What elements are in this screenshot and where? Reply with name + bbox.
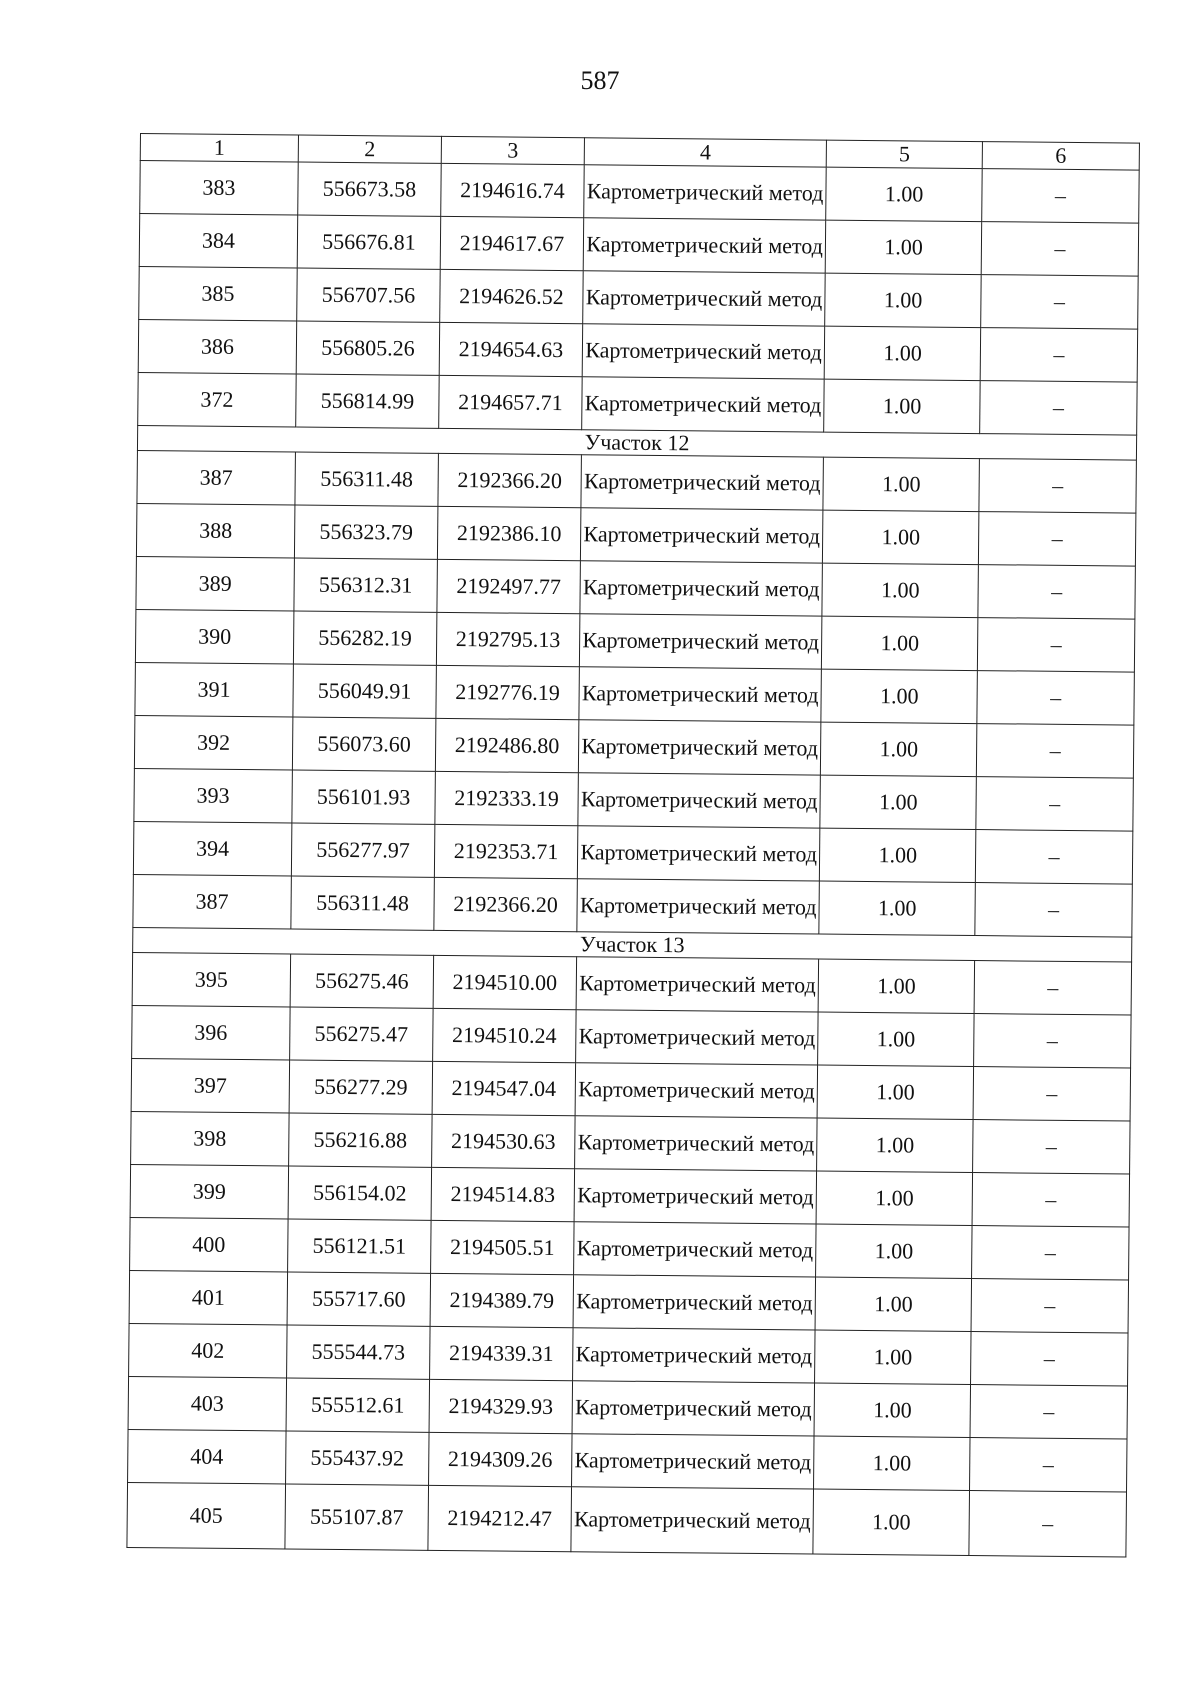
x-coordinate-cell: 556275.46 <box>290 954 434 1008</box>
table-row <box>139 266 1138 329</box>
y-coordinate-cell: 2194657.71 <box>439 375 583 429</box>
table-row <box>136 556 1135 619</box>
method-cell: Картометрический метод <box>571 1487 814 1554</box>
y-coordinate-cell: 2192386.10 <box>437 506 581 560</box>
accuracy-cell: 1.00 <box>824 326 980 380</box>
accuracy-cell: 1.00 <box>825 220 981 274</box>
point-number-cell: 384 <box>139 214 297 269</box>
note-cell: – <box>973 1067 1130 1122</box>
accuracy-cell: 1.00 <box>819 881 975 935</box>
y-coordinate-cell: 2194510.24 <box>433 1008 577 1062</box>
accuracy-cell: 1.00 <box>823 457 979 511</box>
table-row <box>139 214 1138 277</box>
point-number-cell: 398 <box>131 1111 289 1166</box>
accuracy-cell: 1.00 <box>822 563 978 617</box>
table-row <box>133 874 1132 937</box>
note-cell: – <box>971 1279 1128 1334</box>
method-cell: Картометрический метод <box>580 508 823 563</box>
x-coordinate-cell: 556154.02 <box>288 1166 432 1220</box>
coordinates-table <box>126 133 1140 1558</box>
point-number-cell: 387 <box>133 874 291 929</box>
y-coordinate-cell: 2192366.20 <box>434 877 578 931</box>
y-coordinate-cell: 2192795.13 <box>436 612 580 666</box>
y-coordinate-cell: 2194616.74 <box>441 163 585 217</box>
note-cell: – <box>972 1173 1129 1228</box>
y-coordinate-cell: 2192486.80 <box>435 718 579 772</box>
accuracy-cell: 1.00 <box>814 1436 970 1490</box>
note-cell: – <box>970 1385 1127 1440</box>
table-row <box>136 503 1135 566</box>
table-row <box>135 609 1134 672</box>
note-cell: – <box>974 1014 1131 1069</box>
table-body <box>127 134 1140 1558</box>
method-cell: Картометрический метод <box>581 455 824 510</box>
note-cell: – <box>981 275 1138 330</box>
x-coordinate-cell: 556311.48 <box>291 876 435 930</box>
y-coordinate-cell: 2194654.63 <box>439 322 583 376</box>
y-coordinate-cell: 2194510.00 <box>433 955 577 1009</box>
method-cell: Картометрический метод <box>573 1275 816 1330</box>
x-coordinate-cell: 556216.88 <box>289 1113 433 1167</box>
note-cell: – <box>976 777 1133 832</box>
table-row <box>133 821 1132 884</box>
point-number-cell: 399 <box>130 1164 288 1219</box>
accuracy-cell: 1.00 <box>813 1489 969 1555</box>
note-cell: – <box>980 381 1137 436</box>
method-cell: Картометрический метод <box>575 1116 818 1171</box>
note-cell: – <box>975 883 1132 938</box>
column-header: 3 <box>441 136 584 164</box>
point-number-cell: 391 <box>135 662 293 717</box>
point-number-cell: 402 <box>129 1323 287 1378</box>
point-number-cell: 383 <box>140 161 298 216</box>
point-number-cell: 405 <box>127 1482 286 1549</box>
accuracy-cell: 1.00 <box>822 616 978 670</box>
accuracy-cell: 1.00 <box>820 775 976 829</box>
x-coordinate-cell: 555107.87 <box>285 1484 429 1550</box>
note-cell: – <box>978 565 1135 620</box>
point-number-cell: 387 <box>137 450 295 505</box>
note-cell: – <box>982 169 1139 224</box>
point-number-cell: 390 <box>135 609 293 664</box>
point-number-cell: 400 <box>130 1217 288 1272</box>
note-cell: – <box>972 1226 1129 1281</box>
note-cell: – <box>977 671 1134 726</box>
table-row <box>127 1482 1127 1557</box>
x-coordinate-cell: 556277.29 <box>289 1060 433 1114</box>
accuracy-cell: 1.00 <box>818 1012 974 1066</box>
x-coordinate-cell: 556101.93 <box>292 770 436 824</box>
note-cell: – <box>980 328 1137 383</box>
method-cell: Картометрический метод <box>578 773 821 828</box>
x-coordinate-cell: 555437.92 <box>285 1431 429 1485</box>
note-cell: – <box>974 961 1131 1016</box>
accuracy-cell: 1.00 <box>815 1277 971 1331</box>
x-coordinate-cell: 556673.58 <box>298 162 442 216</box>
method-cell: Картометрический метод <box>577 826 820 881</box>
method-cell: Картометрический метод <box>574 1222 817 1277</box>
table-row <box>134 715 1133 778</box>
table-row <box>138 319 1137 382</box>
accuracy-cell: 1.00 <box>816 1171 972 1225</box>
y-coordinate-cell: 2194505.51 <box>431 1220 575 1274</box>
point-number-cell: 396 <box>132 1005 290 1060</box>
table-row <box>130 1164 1129 1227</box>
note-cell: – <box>975 830 1132 885</box>
x-coordinate-cell: 555544.73 <box>287 1325 431 1379</box>
table-row <box>134 768 1133 831</box>
point-number-cell: 395 <box>132 952 290 1007</box>
x-coordinate-cell: 556814.99 <box>296 374 440 428</box>
point-number-cell: 393 <box>134 768 292 823</box>
accuracy-cell: 1.00 <box>815 1330 971 1384</box>
y-coordinate-cell: 2194547.04 <box>432 1061 576 1115</box>
method-cell: Картометрический метод <box>583 218 826 273</box>
y-coordinate-cell: 2194514.83 <box>431 1167 575 1221</box>
method-cell: Картометрический метод <box>579 614 822 669</box>
table-row <box>129 1270 1128 1333</box>
section-title: Участок 13 <box>133 927 1132 962</box>
note-cell: – <box>973 1120 1130 1175</box>
point-number-cell: 372 <box>138 372 296 427</box>
accuracy-cell: 1.00 <box>826 167 982 221</box>
method-cell: Картометрический метод <box>572 1381 815 1436</box>
table-row <box>131 1058 1130 1121</box>
point-number-cell: 397 <box>131 1058 289 1113</box>
table-row <box>132 1005 1131 1068</box>
x-coordinate-cell: 556121.51 <box>288 1219 432 1273</box>
method-cell: Картометрический метод <box>582 324 825 379</box>
note-cell: – <box>976 724 1133 779</box>
y-coordinate-cell: 2194389.79 <box>430 1273 574 1327</box>
note-cell: – <box>977 618 1134 673</box>
accuracy-cell: 1.00 <box>824 379 980 433</box>
y-coordinate-cell: 2194309.26 <box>429 1432 573 1486</box>
accuracy-cell: 1.00 <box>814 1383 970 1437</box>
table-row <box>128 1429 1127 1492</box>
point-number-cell: 403 <box>128 1376 286 1431</box>
point-number-cell: 385 <box>139 266 297 321</box>
point-number-cell: 386 <box>138 319 296 374</box>
x-coordinate-cell: 556323.79 <box>294 505 438 559</box>
method-cell: Картометрический метод <box>584 165 827 220</box>
method-cell: Картометрический метод <box>582 377 825 432</box>
x-coordinate-cell: 556805.26 <box>296 321 440 375</box>
note-cell: – <box>979 459 1136 514</box>
x-coordinate-cell: 556277.97 <box>291 823 435 877</box>
method-cell: Картометрический метод <box>579 667 822 722</box>
method-cell: Картометрический метод <box>576 1010 819 1065</box>
x-coordinate-cell: 555512.61 <box>286 1378 430 1432</box>
method-cell: Картометрический метод <box>577 879 820 934</box>
table-row <box>128 1376 1127 1439</box>
accuracy-cell: 1.00 <box>825 273 981 327</box>
method-cell: Картометрический метод <box>575 1063 818 1118</box>
x-coordinate-cell: 556707.56 <box>297 268 441 322</box>
x-coordinate-cell: 556282.19 <box>293 611 437 665</box>
point-number-cell: 401 <box>129 1270 287 1325</box>
point-number-cell: 404 <box>128 1429 286 1484</box>
accuracy-cell: 1.00 <box>821 722 977 776</box>
page-number: 587 <box>580 66 620 95</box>
y-coordinate-cell: 2194530.63 <box>432 1114 576 1168</box>
accuracy-cell: 1.00 <box>823 510 979 564</box>
method-cell: Картометрический метод <box>576 957 819 1012</box>
x-coordinate-cell: 556311.48 <box>295 452 439 506</box>
table-row <box>131 1111 1130 1174</box>
method-cell: Картометрический метод <box>580 561 823 616</box>
table-row <box>130 1217 1129 1280</box>
x-coordinate-cell: 555717.60 <box>287 1272 431 1326</box>
method-cell: Картометрический метод <box>572 1434 815 1489</box>
table-row <box>129 1323 1128 1386</box>
point-number-cell: 392 <box>134 715 292 770</box>
table-row <box>137 450 1136 513</box>
accuracy-cell: 1.00 <box>817 1065 973 1119</box>
method-cell: Картометрический метод <box>574 1169 817 1224</box>
y-coordinate-cell: 2192353.71 <box>434 824 578 878</box>
x-coordinate-cell: 556275.47 <box>290 1007 434 1061</box>
table-row <box>135 662 1134 725</box>
section-title: Участок 12 <box>137 425 1136 460</box>
note-cell: – <box>969 1491 1127 1558</box>
x-coordinate-cell: 556676.81 <box>297 215 441 269</box>
y-coordinate-cell: 2194329.93 <box>429 1379 573 1433</box>
method-cell: Картометрический метод <box>578 720 821 775</box>
table-row <box>138 372 1137 435</box>
column-header: 6 <box>982 142 1139 171</box>
point-number-cell: 394 <box>133 821 291 876</box>
method-cell: Картометрический метод <box>583 271 826 326</box>
y-coordinate-cell: 2192776.19 <box>436 665 580 719</box>
point-number-cell: 389 <box>136 556 294 611</box>
y-coordinate-cell: 2192333.19 <box>435 771 579 825</box>
column-header: 2 <box>298 135 441 163</box>
y-coordinate-cell: 2194339.31 <box>430 1326 574 1380</box>
point-number-cell: 388 <box>136 503 294 558</box>
column-header: 4 <box>584 138 827 167</box>
method-cell: Картометрический метод <box>573 1328 816 1383</box>
x-coordinate-cell: 556049.91 <box>293 664 437 718</box>
y-coordinate-cell: 2192497.77 <box>437 559 581 613</box>
y-coordinate-cell: 2194212.47 <box>428 1485 572 1551</box>
accuracy-cell: 1.00 <box>817 1118 973 1172</box>
column-header: 1 <box>140 134 298 163</box>
x-coordinate-cell: 556073.60 <box>292 717 436 771</box>
accuracy-cell: 1.00 <box>816 1224 972 1278</box>
accuracy-cell: 1.00 <box>821 669 977 723</box>
table-row <box>140 161 1139 224</box>
y-coordinate-cell: 2194617.67 <box>440 216 584 270</box>
accuracy-cell: 1.00 <box>818 959 974 1013</box>
y-coordinate-cell: 2192366.20 <box>438 453 582 507</box>
y-coordinate-cell: 2194626.52 <box>440 269 584 323</box>
note-cell: – <box>970 1438 1127 1493</box>
x-coordinate-cell: 556312.31 <box>294 558 438 612</box>
note-cell: – <box>978 512 1135 567</box>
accuracy-cell: 1.00 <box>820 828 976 882</box>
note-cell: – <box>981 222 1138 277</box>
table-row <box>132 952 1131 1015</box>
column-header: 5 <box>826 140 982 168</box>
note-cell: – <box>971 1332 1128 1387</box>
